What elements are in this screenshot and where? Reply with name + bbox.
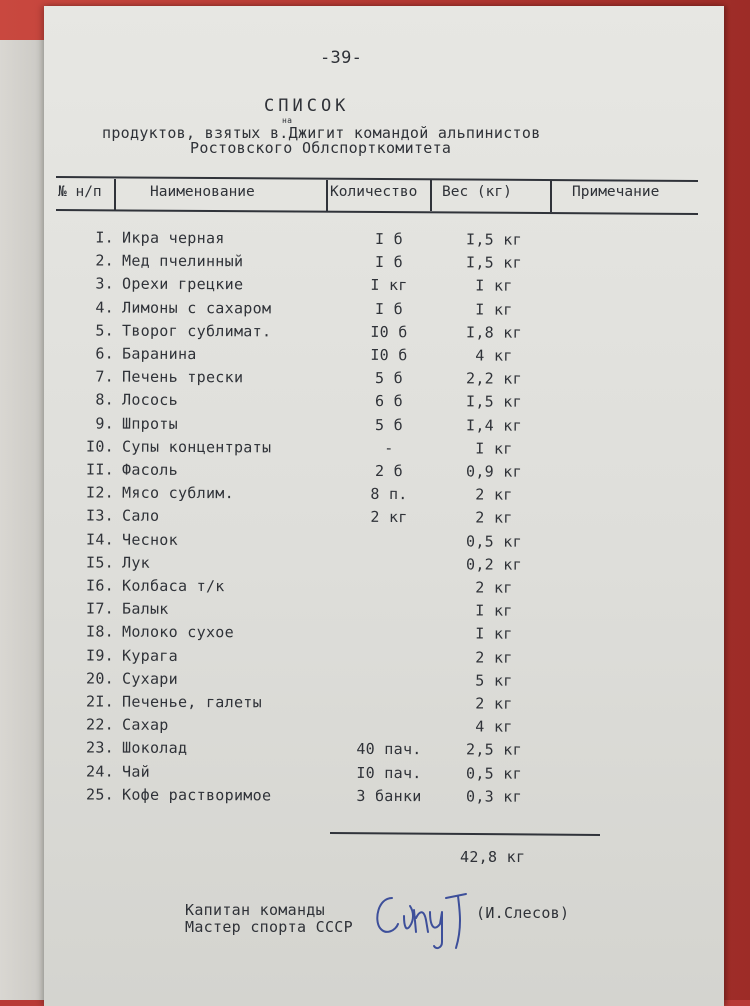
row-number: 6.: [95, 344, 115, 363]
product-name: Чеснок: [121, 530, 179, 549]
page-number: -39-: [320, 48, 363, 68]
list-item: [44, 762, 724, 788]
list-item: [44, 599, 724, 625]
product-weight: 5 кг: [475, 671, 513, 690]
list-item: [44, 414, 724, 440]
document-subtitle-line2: Ростовского Облспорткомитета: [190, 139, 452, 157]
row-number: 23.: [85, 738, 115, 757]
row-number: I2.: [85, 483, 115, 502]
list-item: [44, 344, 724, 370]
signatory-name: (И.Слесов): [476, 904, 570, 922]
row-number: 24.: [85, 762, 115, 781]
product-weight: 2,2 кг: [465, 369, 523, 388]
row-number: 25.: [85, 785, 115, 804]
row-number: II.: [85, 460, 115, 479]
row-number: 3.: [95, 274, 115, 293]
row-number: I5.: [85, 553, 115, 572]
document-subtitle-line1: продуктов, взятых в.Джигит командой альпинистов: [102, 124, 541, 142]
product-weight: 4 кг: [475, 717, 513, 736]
signatory-role-line1: Капитан команды: [185, 901, 325, 919]
col-divider-3: [430, 180, 432, 211]
header-note: Примечание: [572, 184, 660, 200]
col-divider-4: [550, 181, 552, 212]
product-quantity: 5 б: [374, 369, 404, 388]
product-quantity: I б: [374, 253, 404, 272]
product-quantity: 40 пач.: [356, 740, 422, 759]
product-weight: 2 кг: [475, 694, 513, 713]
product-quantity: I0 б: [370, 322, 408, 341]
product-weight: I,5 кг: [465, 230, 523, 249]
document-title: СПИСОК: [264, 96, 350, 116]
product-quantity: [334, 601, 444, 602]
product-name: Чай: [121, 762, 151, 781]
list-item: [44, 367, 724, 393]
product-quantity: I0 б: [370, 345, 408, 365]
product-quantity: [334, 578, 444, 579]
list-item: [44, 251, 724, 277]
product-quantity: [334, 694, 444, 695]
list-item: [44, 483, 724, 509]
handwritten-signature: [370, 876, 480, 956]
row-number: 8.: [95, 390, 115, 409]
product-name: Мед пчелинный: [121, 251, 244, 271]
product-quantity: [334, 647, 444, 648]
product-quantity: 8 п.: [370, 485, 408, 504]
row-number: I8.: [85, 622, 115, 641]
product-weight: I,8 кг: [465, 323, 523, 342]
product-name: Баранина: [121, 344, 197, 364]
total-rule: [330, 832, 600, 836]
product-name: Сахар: [121, 715, 169, 735]
product-quantity: I б: [374, 229, 404, 249]
list-item: [44, 739, 724, 765]
product-weight: I кг: [475, 601, 513, 620]
product-weight: 0,9 кг: [465, 462, 523, 481]
header-qty: Количество: [330, 184, 418, 200]
product-name: Молоко сухое: [121, 623, 235, 642]
row-number: I.: [95, 228, 115, 247]
row-number: I7.: [85, 599, 115, 618]
col-divider-2: [326, 180, 328, 211]
product-name: Икра черная: [121, 228, 225, 248]
product-name: Шоколад: [121, 739, 188, 758]
product-name: Мясо сублим.: [121, 483, 235, 503]
product-weight: 4 кг: [475, 346, 513, 365]
product-weight: I кг: [475, 624, 513, 644]
product-name: Орехи грецкие: [121, 275, 244, 294]
product-quantity: [334, 555, 444, 556]
row-number: I3.: [85, 506, 115, 525]
header-name: Наименование: [150, 184, 255, 200]
product-quantity: 3 банки: [356, 786, 422, 805]
product-name: Балык: [121, 599, 169, 619]
product-name: Колбаса т/к: [121, 576, 225, 596]
product-name: Шпроты: [121, 414, 179, 433]
product-quantity: I б: [374, 299, 404, 318]
header-weight: Вес (кг): [442, 184, 512, 200]
row-number: I4.: [85, 530, 115, 549]
list-item: [44, 669, 724, 695]
row-number: 5.: [95, 321, 115, 340]
product-name: Супы концентраты: [121, 437, 272, 457]
product-name: Лук: [121, 553, 151, 572]
row-number: 4.: [95, 298, 115, 317]
row-number: I0.: [85, 437, 115, 456]
product-quantity: [334, 624, 444, 625]
product-name: Сало: [121, 507, 160, 526]
product-weight: I,5 кг: [465, 253, 523, 272]
list-item: [44, 553, 724, 579]
product-quantity: 6 б: [374, 392, 404, 411]
product-quantity: [334, 671, 444, 672]
list-item: [44, 437, 724, 463]
list-item: [44, 507, 724, 533]
product-name: Печенье, галеты: [121, 692, 263, 712]
product-weight: 0,5 кг: [465, 764, 523, 783]
product-name: Кофе растворимое: [121, 785, 272, 805]
product-weight: 2 кг: [475, 485, 513, 504]
list-item: [44, 391, 724, 417]
list-item: [44, 275, 724, 301]
product-name: Курага: [121, 646, 179, 665]
product-weight: 0,3 кг: [465, 787, 523, 806]
product-name: Творог сублимат.: [121, 321, 272, 341]
product-quantity: I0 пач.: [356, 763, 422, 782]
row-number: 20.: [85, 669, 115, 688]
list-item: [44, 298, 724, 324]
product-weight: 2 кг: [475, 648, 513, 667]
product-quantity: 2 б: [374, 461, 404, 481]
product-weight: I кг: [475, 276, 513, 296]
list-item: [44, 715, 724, 741]
list-item: [44, 623, 724, 649]
product-quantity: -: [384, 438, 394, 457]
product-name: Лосось: [121, 391, 179, 410]
table-top-rule: [56, 176, 698, 182]
list-item: [44, 460, 724, 486]
document-page: [44, 6, 724, 1006]
product-weight: 2,5 кг: [465, 740, 523, 760]
row-number: 7.: [95, 367, 115, 386]
list-item: [44, 646, 724, 672]
list-item: [44, 576, 724, 602]
product-quantity: 5 б: [374, 415, 404, 434]
product-quantity: I кг: [370, 276, 408, 295]
header-num: № н/п: [58, 184, 102, 200]
product-weight: I,5 кг: [465, 392, 523, 412]
row-number: 22.: [85, 715, 115, 734]
row-number: 2.: [95, 251, 115, 270]
product-weight: I,4 кг: [465, 416, 523, 435]
list-item: [44, 530, 724, 556]
product-name: Сухари: [121, 669, 179, 688]
product-weight: I кг: [475, 300, 513, 319]
product-quantity: [334, 531, 444, 532]
list-item: [44, 785, 724, 811]
row-number: I9.: [85, 646, 115, 665]
product-quantity: 2 кг: [370, 508, 408, 527]
row-number: 9.: [95, 414, 115, 433]
list-item: [44, 692, 724, 718]
row-number: 2I.: [85, 692, 115, 711]
total-weight: 42,8 кг: [460, 848, 526, 866]
signatory-role-line2: Мастер спорта СССР: [185, 918, 353, 936]
product-weight: 0,5 кг: [465, 532, 523, 551]
product-weight: 2 кг: [475, 578, 513, 597]
list-item: [44, 228, 724, 254]
row-number: I6.: [85, 576, 115, 595]
product-weight: 2 кг: [475, 508, 513, 528]
list-item: [44, 321, 724, 347]
product-name: Лимоны с сахаром: [121, 298, 272, 318]
product-name: Печень трески: [121, 367, 244, 387]
product-quantity: [334, 717, 444, 718]
title-handwritten-note: на: [282, 116, 293, 125]
table-header-rule: [56, 209, 698, 215]
product-weight: I кг: [475, 439, 513, 458]
product-name: Фасоль: [121, 460, 179, 479]
product-weight: 0,2 кг: [465, 555, 523, 574]
col-divider-1: [114, 179, 116, 210]
